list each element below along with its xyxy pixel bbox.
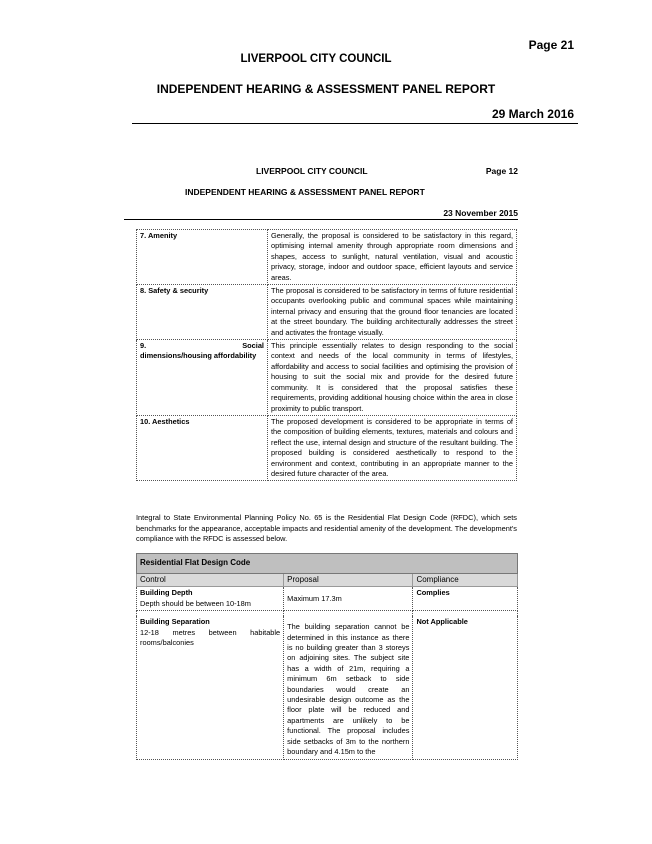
proposal-cell: The building separation cannot be determined in this instance as there is no building greater than 3 storeys on adjoining sites. The subject site has a width of 21m, requiring a minimum 6m setback to side boundaries would create an undesirable design outcome as the floor plate will be reduced and apartments are unlikely to be functional. The proposal includes side setbacks of 3m to the northern boundary and 4.15m to the xyxy=(284,616,413,759)
control-cell xyxy=(137,587,284,611)
rfdc-intro-paragraph: Integral to State Environmental Planning Policy No. 65 is the Residential Flat Design Code (RFDC), which sets benchmarks for the appearance, acceptable impacts and residential amenity of the development. The development's compliance with the RFDC is assessed below. xyxy=(136,513,517,544)
outer-council-name: LIVERPOOL CITY COUNCIL xyxy=(240,53,392,65)
outer-report-title: INDEPENDENT HEARING & ASSESSMENT PANEL REPORT xyxy=(156,82,496,96)
table-row xyxy=(137,230,517,285)
table-row xyxy=(137,616,518,759)
column-header-proposal: Proposal xyxy=(284,574,413,587)
inner-header-rule xyxy=(124,219,518,220)
compliance-cell: Not Applicable xyxy=(413,616,518,759)
principle-text: This principle essentially relates to design responding to the social context and needs of the local community in terms of lifestyles, affordability and access to social facilities and optimising the provision of housing to suit the social mix and provide for the desired future community. It is considered that the proposal satisfies these requirements, providing additional housing choice within the area in close proximity to public transport. xyxy=(268,340,517,416)
compliance-cell: Complies xyxy=(413,587,518,611)
rfdc-table xyxy=(136,553,518,760)
inner-council-name: LIVERPOOL CITY COUNCIL xyxy=(256,166,368,176)
table-row xyxy=(137,340,517,416)
principle-label xyxy=(137,340,268,416)
outer-page-number: Page 21 xyxy=(528,38,574,52)
rfdc-table-title: Residential Flat Design Code xyxy=(137,554,518,574)
principle-text: The proposal is considered to be satisfactory in terms of future residential occupants overlooking public and communal spaces while maintaining internal privacy and ensuring that the ground floor tenancies are located at the street boundary. The building architecturally addresses the street and activates the frontage visually. xyxy=(268,285,517,340)
outer-header-rule xyxy=(132,123,578,124)
control-title: Building Separation xyxy=(140,617,210,627)
principle-label: 7. Amenity xyxy=(137,230,268,285)
outer-report-date: 29 March 2016 xyxy=(491,107,574,121)
table-row xyxy=(137,587,518,611)
control-title: Building Depth xyxy=(140,588,193,598)
principle-label: 10. Aesthetics xyxy=(137,415,268,480)
control-description: Depth should be between 10-18m xyxy=(140,598,251,608)
table-row xyxy=(137,415,517,480)
inner-page-number: Page 12 xyxy=(485,166,518,176)
inner-report-title: INDEPENDENT HEARING & ASSESSMENT PANEL REPORT xyxy=(185,187,425,197)
principle-text: Generally, the proposal is considered to be satisfactory in this regard, optimising internal amenity through appropriate room dimensions and shapes, access to sunlight, natural ventilation, visual and acoustic privacy, storage, indoor and outdoor space, efficient layouts and service areas. xyxy=(268,230,517,285)
design-principles-table xyxy=(136,229,517,481)
control-cell xyxy=(137,616,284,759)
principle-label: 8. Safety & security xyxy=(137,285,268,340)
principle-label-number: 9. xyxy=(140,341,147,351)
proposal-cell: Maximum 17.3m xyxy=(284,587,413,611)
principle-text: The proposed development is considered to be appropriate in terms of the composition of building elements, textures, materials and colours and reflect the use, internal design and structure of the resultant building. The proposed building is considered aesthetically to respond to the environment and context, contributing in an appropriate manner to the desired future character of the area. xyxy=(268,415,517,480)
column-header-control: Control xyxy=(137,574,284,587)
inner-report-date: 23 November 2015 xyxy=(443,208,518,218)
table-row xyxy=(137,285,517,340)
control-description: 12-18 metres between habitable rooms/balconies xyxy=(140,627,281,648)
column-header-compliance: Compliance xyxy=(413,574,518,587)
principle-label-rest: dimensions/housing affordability xyxy=(140,351,257,361)
principle-label-word: Social xyxy=(242,341,264,351)
